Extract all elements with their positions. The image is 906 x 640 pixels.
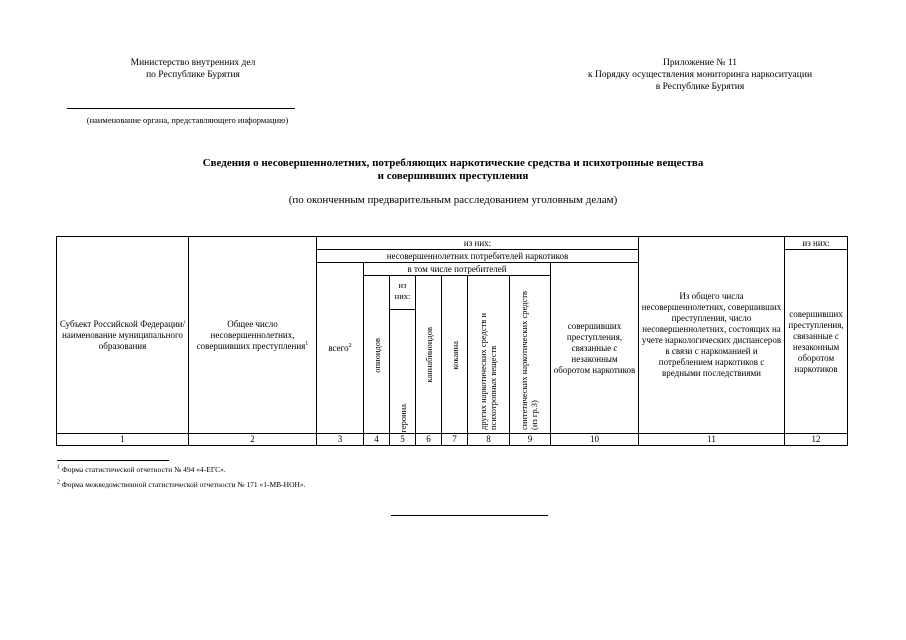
- header-synthetic: [510, 276, 551, 434]
- header-of-them-12: из них:: [785, 237, 848, 250]
- column-number: 4: [364, 434, 390, 446]
- header-col11: Из общего числа несовершеннолетних, совершивших преступления, число несовершеннолетних, состоящих на учете наркологических диспансеров в связи с наркоманией и потреблением наркотиков с вредными последствиями: [639, 237, 785, 434]
- column-number: 9: [510, 434, 551, 446]
- column-number: 6: [416, 434, 442, 446]
- column-numbers-row: [57, 434, 848, 446]
- footnote-1-mark: 1: [57, 464, 60, 471]
- organization-underline: [67, 108, 295, 109]
- header-heroin: [390, 276, 416, 434]
- signature-line: [391, 515, 548, 516]
- column-number: 12: [785, 434, 848, 446]
- header-of-them-short: [390, 276, 415, 310]
- organization-block: [88, 57, 298, 81]
- column-number: 5: [390, 434, 416, 446]
- document-title: [80, 157, 826, 183]
- appendix-line-3: в Республике Бурятия: [655, 82, 745, 92]
- header-col10: совершивших преступления, связанные с незаконным оборотом наркотиков: [551, 263, 639, 434]
- footnote-2-text: Форма межведомственной статистической отчетности № 171 «1-МВ-НОН».: [61, 480, 306, 489]
- organization-caption: (наименование органа, представляющего информацию): [86, 115, 289, 125]
- of-them-short-1: из: [398, 280, 407, 290]
- of-them-short-2: них:: [394, 291, 411, 301]
- header-total-text: всего: [328, 342, 349, 353]
- header-cannabinoids: [416, 276, 442, 434]
- statistics-table: [56, 236, 848, 446]
- heroin-cell: [390, 310, 415, 433]
- header-total-minors: [189, 237, 317, 434]
- footnote-divider: [57, 460, 169, 461]
- footnote-ref-2: 2: [348, 342, 352, 349]
- header-heroin-text: героина: [397, 404, 408, 433]
- title-line-1: Сведения о несовершеннолетних, потребляющих наркотические средства и психотропные вещества: [202, 157, 704, 169]
- organization-line-2: по Республике Бурятия: [146, 70, 240, 80]
- column-number: 1: [57, 434, 189, 446]
- header-opioids-text: опиоидов: [371, 337, 382, 373]
- header-total-minors-text: Общее число несовершеннолетних, совершивших преступления: [196, 318, 306, 351]
- footnote-2-mark: 2: [57, 479, 60, 486]
- column-number: 2: [189, 434, 317, 446]
- header-opioids: [364, 276, 390, 434]
- header-cannabinoids-text: каннабиноидов: [423, 327, 434, 383]
- header-other-drugs-text: других наркотических средств и психотропных веществ: [477, 312, 498, 430]
- header-cocaine: [442, 276, 468, 434]
- header-other-drugs: [468, 276, 510, 434]
- footnote-ref-1: 1: [305, 340, 309, 347]
- header-col12: совершивших преступления, связанные с незаконным оборотом наркотиков: [785, 250, 848, 434]
- header-total: [317, 263, 364, 434]
- header-cocaine-text: кокаина: [449, 340, 460, 370]
- footnote-1: [57, 465, 226, 474]
- title-line-2: и совершивших преступления: [377, 170, 529, 182]
- header-synthetic-text: синтетических наркотических средств (из гр.3): [519, 291, 539, 430]
- header-of-them: из них:: [317, 237, 639, 250]
- organization-line-1: Министерство внутренних дел: [130, 58, 256, 68]
- header-including-users: в том числе потребителей: [364, 263, 551, 276]
- footnote-1-text: Форма статистической отчетности № 494 «4-ЕГС».: [61, 465, 226, 474]
- appendix-line-2: к Порядку осуществления мониторинга наркоситуации: [587, 70, 813, 80]
- document-subtitle: (по оконченным предварительным расследованием уголовным делам): [288, 194, 618, 206]
- column-number: 11: [639, 434, 785, 446]
- appendix-line-1: Приложение № 11: [663, 58, 737, 68]
- column-number: 7: [442, 434, 468, 446]
- column-number: 10: [551, 434, 639, 446]
- header-minors-drug-users: несовершеннолетних потребителей наркотиков: [317, 250, 639, 263]
- column-number: 8: [468, 434, 510, 446]
- appendix-block: [560, 57, 840, 93]
- header-subject: Субъект Российской Федерации/ наименование муниципального образования: [57, 237, 189, 434]
- footnote-2: [57, 480, 306, 489]
- column-number: 3: [317, 434, 364, 446]
